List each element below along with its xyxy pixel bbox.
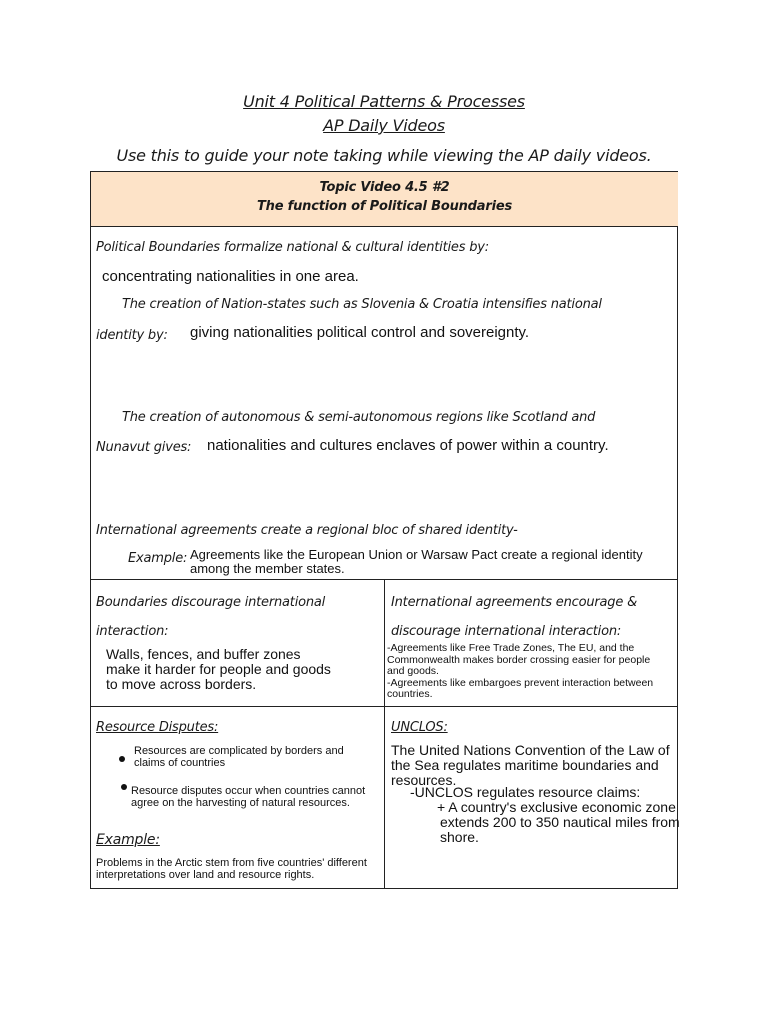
agreements-answer [387, 643, 653, 701]
detail-line: shore. [440, 829, 479, 845]
question-1: Political Boundaries formalize national & cultural identities by: [96, 240, 489, 255]
question-3-line1: The creation of autonomous & semi-autonomous regions like Scotland and [122, 410, 596, 425]
answer-line: countries. [387, 688, 433, 700]
bullet-icon [121, 784, 127, 790]
answer-2: giving nationalities political control and sovereignty. [190, 324, 530, 341]
bullet-line: Resource disputes occur when countries cannot [131, 785, 366, 797]
unclos-detail [437, 800, 680, 845]
example-heading: Example: [96, 832, 160, 848]
unclos-heading: UNCLOS: [391, 720, 448, 735]
worksheet-title: Unit 4 Political Patterns & Processes [243, 92, 525, 111]
question-3-line2: Nunavut gives: [96, 440, 192, 455]
question-4: International agreements create a regional bloc of shared identity- [96, 523, 518, 538]
example-text [96, 857, 367, 881]
example-line: Problems in the Arctic stem from five countries' different [96, 857, 367, 869]
topic-number: Topic Video 4.5 #2 [319, 180, 450, 195]
question-2-line1: The creation of Nation-states such as Slovenia & Croatia intensifies national [122, 297, 602, 312]
example-line: interpretations over land and resource rights. [96, 869, 315, 881]
unclos-line: resources. [391, 772, 457, 788]
detail-line: + A country's exclusive economic zone [437, 799, 676, 815]
resource-disputes-heading: Resource Disputes: [96, 720, 219, 735]
example-label: Example: [128, 551, 188, 566]
agreements-question-line2: discourage international interaction: [391, 624, 622, 639]
agreements-question-line1: International agreements encourage & [391, 595, 638, 610]
answer-4-line1: Agreements like the European Union or Warsaw Pact create a regional identity [190, 547, 643, 562]
boundaries-answer [106, 647, 331, 692]
answer-line: Walls, fences, and buffer zones [106, 646, 301, 662]
unclos-line: the Sea regulates maritime boundaries and [391, 757, 659, 773]
answer-4-line2: among the member states. [190, 561, 345, 576]
column-divider [384, 579, 385, 889]
boundaries-question-line1: Boundaries discourage international [96, 595, 326, 610]
answer-line: -Agreements like embargoes prevent interaction between [387, 676, 654, 689]
bullet-line: agree on the harvesting of natural resources. [131, 797, 350, 809]
bullet-line: claims of countries [134, 757, 226, 769]
row-divider [91, 706, 678, 707]
answer-line: Commonwealth makes border crossing easier for people [387, 653, 651, 666]
bullet-2-text [131, 785, 365, 809]
answer-line: -Agreements like Free Trade Zones, The EU, and the [387, 642, 635, 654]
boundaries-question-line2: interaction: [96, 624, 169, 639]
detail-line: extends 200 to 350 nautical miles from [440, 814, 680, 830]
bullet-line: Resources are complicated by borders and [134, 745, 344, 757]
topic-header [91, 172, 678, 227]
unclos-text [391, 743, 670, 788]
unclos-subpoint: -UNCLOS regulates resource claims: [410, 784, 641, 800]
bullet-icon [119, 756, 125, 762]
answer-line: to move across borders. [106, 676, 257, 692]
unclos-line: The United Nations Convention of the Law of [391, 742, 670, 758]
worksheet-subtitle: AP Daily Videos [323, 116, 445, 135]
answer-line: and goods. [387, 665, 439, 677]
answer-1: concentrating nationalities in one area. [102, 268, 359, 285]
answer-line: make it harder for people and goods [106, 661, 331, 677]
bullet-1-text [134, 745, 344, 769]
question-2-line2: identity by: [96, 328, 168, 343]
topic-title: The function of Political Boundaries [257, 199, 512, 214]
instructions-text: Use this to guide your note taking while viewing the AP daily videos. [116, 146, 652, 165]
answer-3: nationalities and cultures enclaves of power within a country. [207, 437, 609, 454]
